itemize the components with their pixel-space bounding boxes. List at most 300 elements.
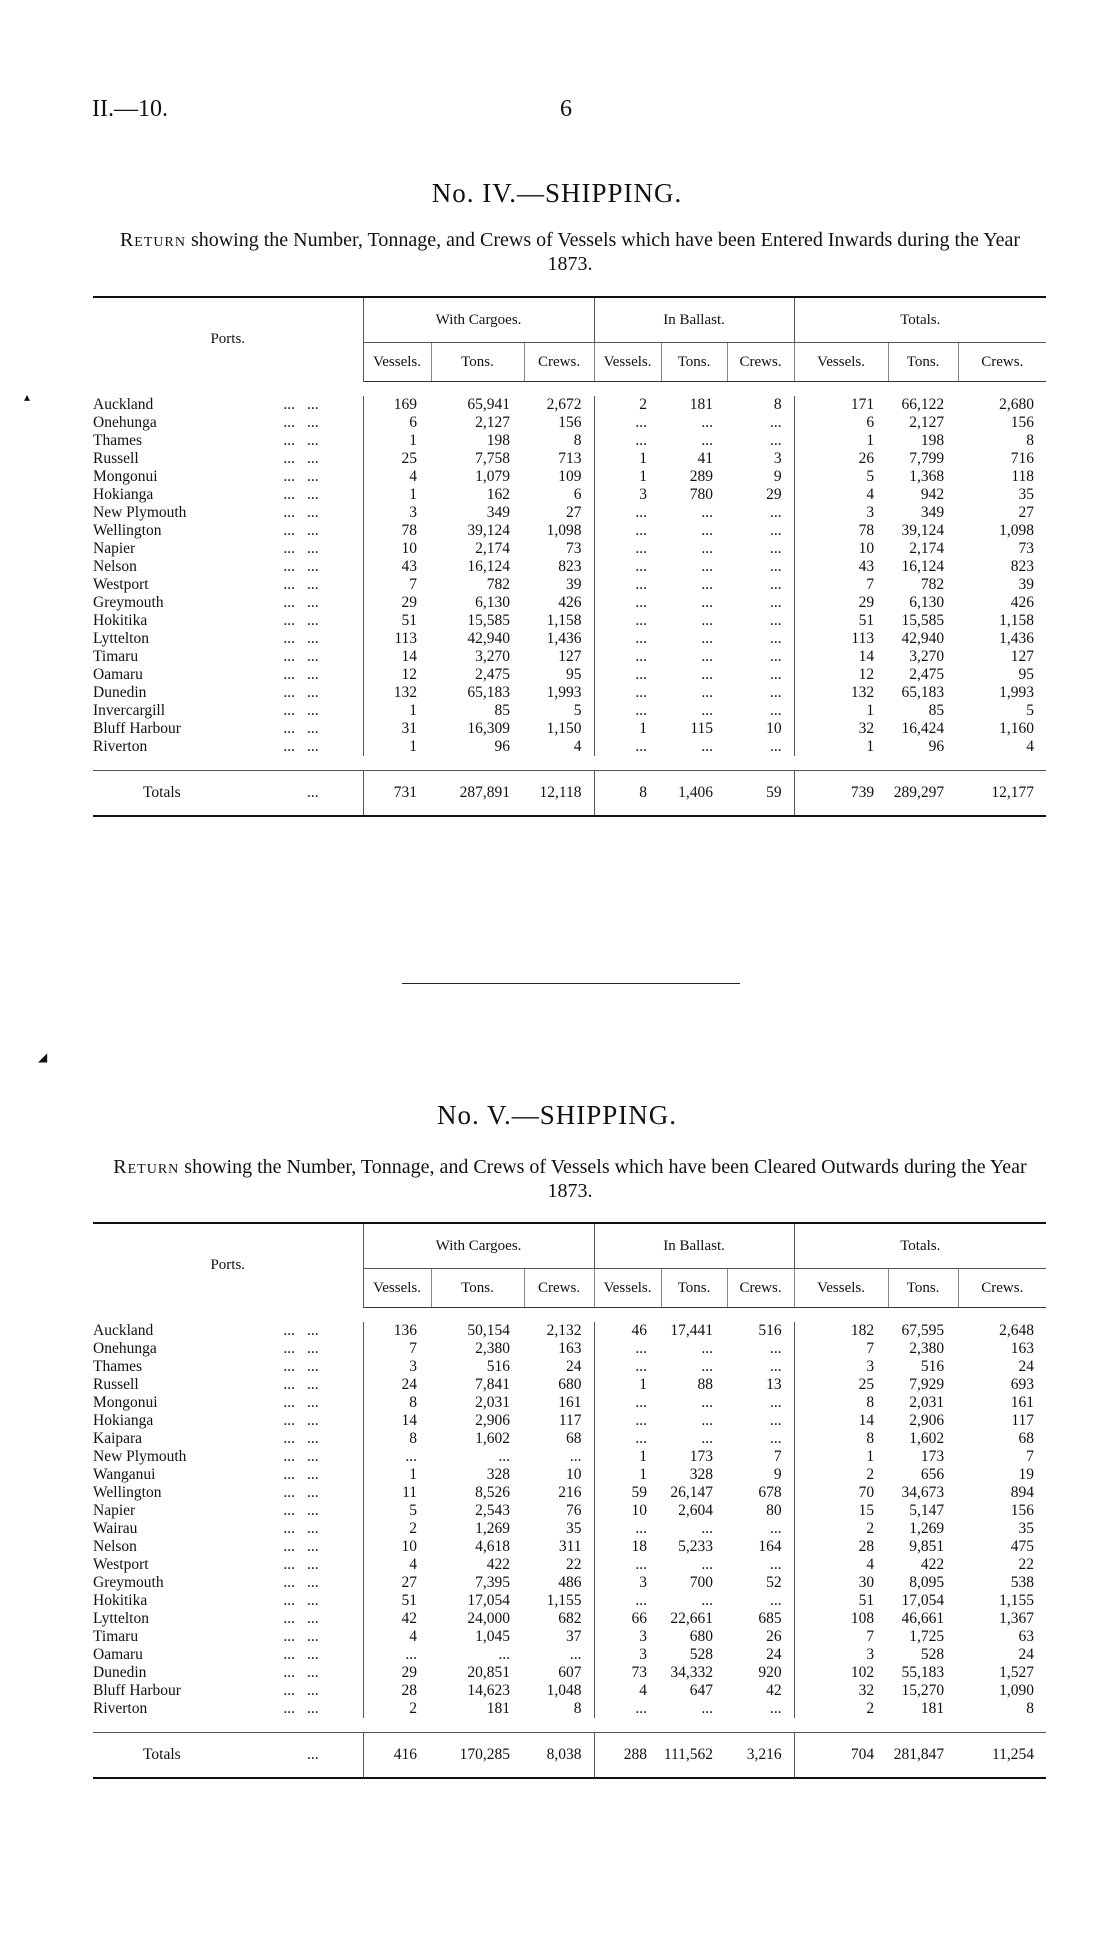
table-cell: ... (701, 432, 714, 449)
table-cell: ... (769, 1700, 782, 1717)
table-cell: 136 (363, 1322, 431, 1340)
table-cell: 2,906 (475, 1412, 511, 1429)
table-cell: 426 (1010, 594, 1034, 611)
table-cell: 108 (794, 1610, 888, 1628)
leader-dots: ... (307, 540, 319, 557)
table-cell: 31 (363, 720, 431, 738)
leader-dots: ... (283, 702, 295, 719)
table-cell: 678 (758, 1484, 782, 1501)
port-name: Napier (93, 1502, 136, 1519)
leader-dots: ... (307, 1592, 319, 1609)
table-cell: 1,090 (999, 1682, 1034, 1699)
table-row (93, 594, 1046, 612)
table-cell: 39 (1018, 576, 1034, 593)
table-row (93, 1538, 1046, 1556)
table-cell: ... (701, 702, 714, 719)
table-cell: 132 (363, 684, 431, 702)
totals-cell: 59 (727, 771, 794, 817)
table-cell: 9 (773, 468, 782, 485)
group-header: Totals. (794, 297, 1046, 343)
table-cell: 109 (558, 468, 582, 485)
table-cell: 22,661 (670, 1610, 714, 1627)
leader-dots: ... (283, 1700, 295, 1717)
port-name: New Plymouth (93, 504, 187, 521)
leader-dots: ... (307, 738, 319, 755)
table-cell: ... (701, 1556, 714, 1573)
table-cell: 1 (794, 1448, 888, 1466)
leader-dots: ... (307, 1556, 319, 1573)
port-name: Kaipara (93, 1430, 143, 1447)
table-cell: 4 (363, 1556, 431, 1574)
table-cell: 1,368 (909, 468, 945, 485)
table-cell: 10 (363, 540, 431, 558)
table-cell: 127 (558, 648, 582, 665)
table-cell: ... (769, 702, 782, 719)
table-cell: 66,122 (901, 396, 945, 413)
table-cell: ... (769, 1340, 782, 1357)
table-cell: ... (769, 612, 782, 629)
table-cell: 422 (486, 1556, 511, 1573)
leader-dots: ... (307, 1322, 319, 1339)
table-row (93, 1646, 1046, 1664)
table-cell: 17,054 (467, 1592, 511, 1609)
table-cell: 1,155 (546, 1592, 582, 1609)
leader-dots: ... (283, 1394, 295, 1411)
table-cell: 15,585 (901, 612, 945, 629)
table-cell: 14 (794, 1412, 888, 1430)
table-cell: 85 (928, 702, 945, 719)
leader-dots: ... (307, 1412, 319, 1429)
table-row (93, 666, 1046, 684)
totals-cell: 8 (594, 771, 661, 817)
table-cell: 5 (794, 468, 888, 486)
port-name: Hokitika (93, 612, 148, 629)
leader-dots: ... (283, 1412, 295, 1429)
leader-dots: ... (283, 1448, 295, 1465)
table-cell: 7 (363, 1340, 431, 1358)
group-header: Totals. (794, 1223, 1046, 1269)
table-cell: 1,527 (999, 1664, 1034, 1681)
table-cell: 716 (1010, 450, 1034, 467)
table-cell: 8 (794, 1430, 888, 1448)
table-cell: 2,680 (999, 396, 1034, 413)
port-name: Napier (93, 540, 136, 557)
table-row (93, 612, 1046, 630)
table-cell: ... (769, 1430, 782, 1447)
totals-row (93, 1733, 1046, 1779)
port-name: Nelson (93, 558, 137, 575)
column-header: Tons. (888, 343, 958, 382)
totals-cell: 739 (794, 771, 888, 817)
leader-dots: ... (307, 468, 319, 485)
table-cell: 1 (594, 720, 661, 738)
leader-dots: ... (283, 1484, 295, 1501)
port-name: Riverton (93, 1700, 148, 1717)
leader-dots: ... (307, 594, 319, 611)
table-cell: 181 (920, 1700, 945, 1717)
table-cell: ... (594, 648, 661, 666)
leader-dots: ... (283, 1646, 295, 1663)
table-cell: 3 (794, 1358, 888, 1376)
table-cell: 4 (573, 738, 582, 755)
table-cell: 16,124 (901, 558, 945, 575)
table-cell: 3 (794, 1646, 888, 1664)
table-cell: 102 (794, 1664, 888, 1682)
port-name: Thames (93, 432, 143, 449)
table-cell: 96 (494, 738, 511, 755)
table-cell: 39,124 (901, 522, 945, 539)
table-cell: ... (594, 630, 661, 648)
table-cell: ... (701, 1700, 714, 1717)
table-cell: 5,233 (678, 1538, 714, 1555)
table-cell: 3 (594, 1574, 661, 1592)
table-cell: 10 (766, 720, 782, 737)
table-cell: 113 (794, 630, 888, 648)
table-row (93, 558, 1046, 576)
table-cell: 2,174 (909, 540, 945, 557)
table-cell: 5 (573, 702, 582, 719)
leader-dots: ... (283, 1340, 295, 1357)
column-header: Tons. (661, 343, 727, 382)
leader-dots: ... (307, 1430, 319, 1447)
table-cell: 1,993 (999, 684, 1034, 701)
table-cell: 1 (363, 702, 431, 720)
table-cell: 7,799 (909, 450, 945, 467)
leader-dots: ... (307, 1610, 319, 1627)
table-cell: 73 (1018, 540, 1034, 557)
table-row (93, 1574, 1046, 1592)
table-cell: 3 (594, 1628, 661, 1646)
table-cell: ... (701, 738, 714, 755)
table-cell: 823 (558, 558, 582, 575)
table-row (93, 720, 1046, 738)
table-cell: 1 (794, 702, 888, 720)
table-cell: 680 (558, 1376, 582, 1393)
table-cell: 16,124 (467, 558, 511, 575)
table-cell: 475 (1010, 1538, 1034, 1555)
table-cell: 117 (558, 1412, 582, 1429)
table-cell: 68 (1018, 1430, 1034, 1447)
table-cell: 3 (794, 504, 888, 522)
shipping-table-outwards (93, 1222, 1046, 1779)
table-cell: 538 (1010, 1574, 1034, 1591)
table-cell: 1,436 (546, 630, 582, 647)
table-cell: 4,618 (475, 1538, 511, 1555)
table-cell: 4 (794, 486, 888, 504)
column-header: Vessels. (363, 1269, 431, 1308)
table-cell: ... (594, 432, 661, 450)
totals-cell: 8,038 (524, 1733, 594, 1779)
column-header: Crews. (524, 343, 594, 382)
table-cell: 528 (920, 1646, 945, 1663)
leader-dots: ... (283, 522, 295, 539)
port-name: Russell (93, 450, 139, 467)
table-cell: 1,993 (546, 684, 582, 701)
column-header: Vessels. (594, 343, 661, 382)
leader-dots: ... (307, 576, 319, 593)
totals-cell: 281,847 (888, 1733, 958, 1779)
table-cell: 2 (794, 1520, 888, 1538)
leader-dots: ... (283, 1556, 295, 1573)
table-cell: 52 (766, 1574, 782, 1591)
table-cell: 96 (928, 738, 945, 755)
group-header: With Cargoes. (363, 1223, 594, 1269)
totals-cell: 12,177 (958, 771, 1046, 817)
table-cell: ... (769, 1358, 782, 1375)
column-header: Tons. (661, 1269, 727, 1308)
table-row (93, 1610, 1046, 1628)
table-cell: 782 (920, 576, 945, 593)
leader-dots: ... (283, 450, 295, 467)
table-row (93, 1448, 1046, 1466)
leader-dots: ... (307, 432, 319, 449)
table-cell: 1,048 (546, 1682, 582, 1699)
table-cell: 78 (794, 522, 888, 540)
table-cell: 894 (1010, 1484, 1034, 1501)
table-cell: 2,031 (475, 1394, 511, 1411)
table-cell: 161 (558, 1394, 582, 1411)
table-row (93, 522, 1046, 540)
table-cell: ... (594, 540, 661, 558)
table-cell: ... (769, 1520, 782, 1537)
table-cell: ... (594, 1520, 661, 1538)
table-row (93, 1502, 1046, 1520)
table-cell: ... (769, 1394, 782, 1411)
port-name: Westport (93, 576, 149, 593)
group-header: In Ballast. (594, 1223, 794, 1269)
table-cell: 181 (689, 396, 714, 413)
table-cell: 17,441 (670, 1322, 714, 1339)
table-cell: 26 (794, 450, 888, 468)
totals-label: Totals (93, 1733, 303, 1779)
table-cell: 164 (758, 1538, 782, 1555)
table-row (93, 1556, 1046, 1574)
leader-dots: ... (307, 450, 319, 467)
group-header: In Ballast. (594, 297, 794, 343)
port-name: Hokianga (93, 1412, 154, 1429)
table-cell: ... (701, 612, 714, 629)
table-cell: 35 (566, 1520, 582, 1537)
table-cell: ... (769, 522, 782, 539)
leader-dots: ... (307, 1574, 319, 1591)
table-cell: ... (594, 1430, 661, 1448)
table-cell: 28 (794, 1538, 888, 1556)
table-cell: 656 (920, 1466, 945, 1483)
table-row (93, 1358, 1046, 1376)
table-cell: 78 (363, 522, 431, 540)
table-cell: 16,309 (467, 720, 511, 737)
table-row (93, 468, 1046, 486)
ports-header: Ports. (93, 297, 363, 382)
table-cell: 24 (363, 1376, 431, 1394)
table-cell: 516 (920, 1358, 945, 1375)
table-cell: ... (594, 684, 661, 702)
totals-cell: 731 (363, 771, 431, 817)
table-cell: 76 (566, 1502, 582, 1519)
table-cell: 7,841 (475, 1376, 511, 1393)
table-cell: 2,906 (909, 1412, 945, 1429)
port-name: Invercargill (93, 702, 166, 719)
table-cell: ... (498, 1646, 511, 1663)
table-cell: 27 (363, 1574, 431, 1592)
table-cell: ... (769, 1412, 782, 1429)
table-cell: 32 (794, 1682, 888, 1700)
leader-dots: ... (307, 702, 319, 719)
table-cell: ... (769, 576, 782, 593)
document-reference: II.—10. (92, 96, 168, 122)
table-cell: ... (701, 594, 714, 611)
table-cell: 173 (689, 1448, 714, 1465)
table-cell: ... (594, 522, 661, 540)
leader-dots: ... (303, 771, 363, 817)
leader-dots: ... (307, 414, 319, 431)
port-name: Greymouth (93, 594, 164, 611)
table-row (93, 1700, 1046, 1718)
table-cell: 1,150 (546, 720, 582, 737)
table-row (93, 1430, 1046, 1448)
table-row (93, 1466, 1046, 1484)
table-cell: 782 (486, 576, 511, 593)
table-cell: 16,424 (901, 720, 945, 737)
table-cell: 2 (794, 1700, 888, 1718)
port-name: Wellington (93, 1484, 162, 1501)
table-cell: 1,158 (999, 612, 1034, 629)
table-row (93, 1682, 1046, 1700)
table-cell: 29 (794, 594, 888, 612)
table-row (93, 630, 1046, 648)
leader-dots: ... (283, 1502, 295, 1519)
table-cell: 349 (486, 504, 511, 521)
table-cell: ... (769, 684, 782, 701)
column-header: Vessels. (794, 1269, 888, 1308)
table-cell: 27 (1018, 504, 1034, 521)
subtitle-text: showing the Number, Tonnage, and Crews of Vessels which have been Cleared Outwards during the Year 1873. (184, 1156, 1027, 1202)
table-cell: 8 (1026, 432, 1034, 449)
totals-row (93, 771, 1046, 817)
table-cell: 162 (486, 486, 511, 503)
table-cell: 18 (594, 1538, 661, 1556)
column-header: Crews. (727, 1269, 794, 1308)
table-cell: 289 (689, 468, 714, 485)
table-cell: 8 (794, 1394, 888, 1412)
port-name: Riverton (93, 738, 148, 755)
table-cell: ... (594, 1700, 661, 1718)
table-cell: 9,851 (909, 1538, 945, 1555)
table-cell: ... (594, 1412, 661, 1430)
column-header: Crews. (958, 343, 1046, 382)
table-row (93, 1592, 1046, 1610)
table-cell: 1,098 (546, 522, 582, 539)
leader-dots: ... (283, 738, 295, 755)
port-name: Bluff Harbour (93, 1682, 181, 1699)
table-row (93, 684, 1046, 702)
totals-cell: 416 (363, 1733, 431, 1779)
table-cell: 15 (794, 1502, 888, 1520)
leader-dots: ... (283, 540, 295, 557)
table-cell: 607 (558, 1664, 582, 1681)
table-cell: 3 (363, 1358, 431, 1376)
table-cell: 486 (558, 1574, 582, 1591)
column-header: Vessels. (794, 343, 888, 382)
column-header: Tons. (431, 1269, 524, 1308)
leader-dots: ... (283, 1574, 295, 1591)
table-cell: ... (769, 738, 782, 755)
table-cell: 20,851 (467, 1664, 511, 1681)
leader-dots: ... (307, 1502, 319, 1519)
table-cell: ... (594, 1556, 661, 1574)
table-cell: 680 (689, 1628, 714, 1645)
table-cell: 7 (794, 1628, 888, 1646)
table-row (93, 738, 1046, 756)
table-cell: 198 (920, 432, 945, 449)
leader-dots: ... (307, 522, 319, 539)
table-cell: 24 (1018, 1358, 1034, 1375)
table-cell: 2,475 (909, 666, 945, 683)
table-cell: 7 (363, 576, 431, 594)
port-name: Lyttelton (93, 630, 149, 647)
table-cell: 43 (794, 558, 888, 576)
table-cell: 6,130 (475, 594, 511, 611)
leader-dots: ... (307, 684, 319, 701)
leader-dots: ... (307, 1628, 319, 1645)
table-cell: ... (701, 504, 714, 521)
leader-dots: ... (283, 648, 295, 665)
table-cell: ... (769, 1556, 782, 1573)
table-cell: 1 (794, 432, 888, 450)
table-cell: ... (701, 414, 714, 431)
table-cell: 70 (794, 1484, 888, 1502)
leader-dots: ... (307, 1664, 319, 1681)
table-cell: 181 (486, 1700, 511, 1717)
table-cell: 39 (566, 576, 582, 593)
table-cell: 328 (486, 1466, 511, 1483)
table-cell: 3,270 (909, 648, 945, 665)
leader-dots: ... (307, 486, 319, 503)
table-cell: 2,132 (546, 1322, 582, 1339)
table-cell: 117 (1011, 1412, 1034, 1429)
column-header: Tons. (431, 343, 524, 382)
leader-dots: ... (283, 504, 295, 521)
table-cell: 1,045 (475, 1628, 511, 1645)
shipping-table-inwards (93, 296, 1046, 817)
table-cell: 30 (794, 1574, 888, 1592)
table-cell: 2,031 (909, 1394, 945, 1411)
table-cell: 25 (794, 1376, 888, 1394)
table-cell: 26,147 (670, 1484, 714, 1501)
table-cell: 7 (794, 1340, 888, 1358)
leader-dots: ... (283, 1358, 295, 1375)
table-cell: 51 (794, 1592, 888, 1610)
table-cell: 1,098 (999, 522, 1034, 539)
table-cell: ... (594, 504, 661, 522)
table-cell: 51 (363, 612, 431, 630)
table-cell: 4 (363, 1628, 431, 1646)
table-row (93, 1412, 1046, 1430)
table-cell: 6 (363, 414, 431, 432)
table-cell: 66 (594, 1610, 661, 1628)
port-name: Lyttelton (93, 1610, 149, 1627)
section-title-iv: No. IV.—SHIPPING. (431, 178, 683, 208)
table-cell: ... (701, 522, 714, 539)
table-row (93, 1484, 1046, 1502)
table-cell: 13 (766, 1376, 782, 1393)
table-cell: 7,929 (909, 1376, 945, 1393)
table-cell: 1,155 (999, 1592, 1034, 1609)
table-cell: 161 (1010, 1394, 1034, 1411)
table-cell: 6,130 (909, 594, 945, 611)
port-name: Bluff Harbour (93, 720, 181, 737)
table-cell: 10 (363, 1538, 431, 1556)
